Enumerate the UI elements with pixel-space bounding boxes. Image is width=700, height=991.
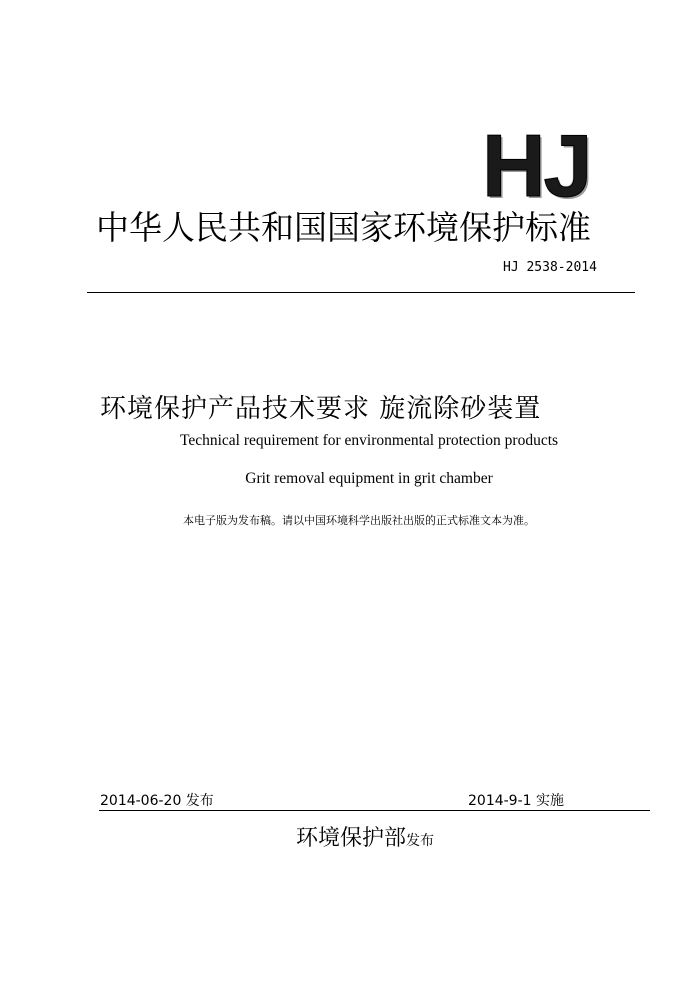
standard-number: HJ 2538-2014 [503, 260, 597, 275]
hj-logo: HJ [482, 116, 591, 215]
top-divider [87, 292, 635, 293]
publisher-organization: 环境保护部 [296, 826, 407, 851]
national-standard-title: 中华人民共和国国家环境保护标准 [96, 208, 591, 247]
bottom-divider [99, 810, 650, 811]
english-title-line-2: Grit removal equipment in grit chamber [245, 470, 493, 487]
publisher [296, 821, 434, 852]
english-title-line-1: Technical requirement for environmental protection products [179, 432, 559, 449]
publisher-suffix: 发布 [406, 833, 435, 849]
issue-date: 2014-06-20 发布 [100, 793, 214, 809]
implementation-date: 2014-9-1 实施 [468, 793, 564, 809]
electronic-version-notice: 本电子版为发布稿。请以中国环境科学出版社出版的正式标准文本为准。 [183, 514, 535, 527]
chinese-title: 环境保护产品技术要求 旋流除砂装置 [100, 394, 542, 424]
